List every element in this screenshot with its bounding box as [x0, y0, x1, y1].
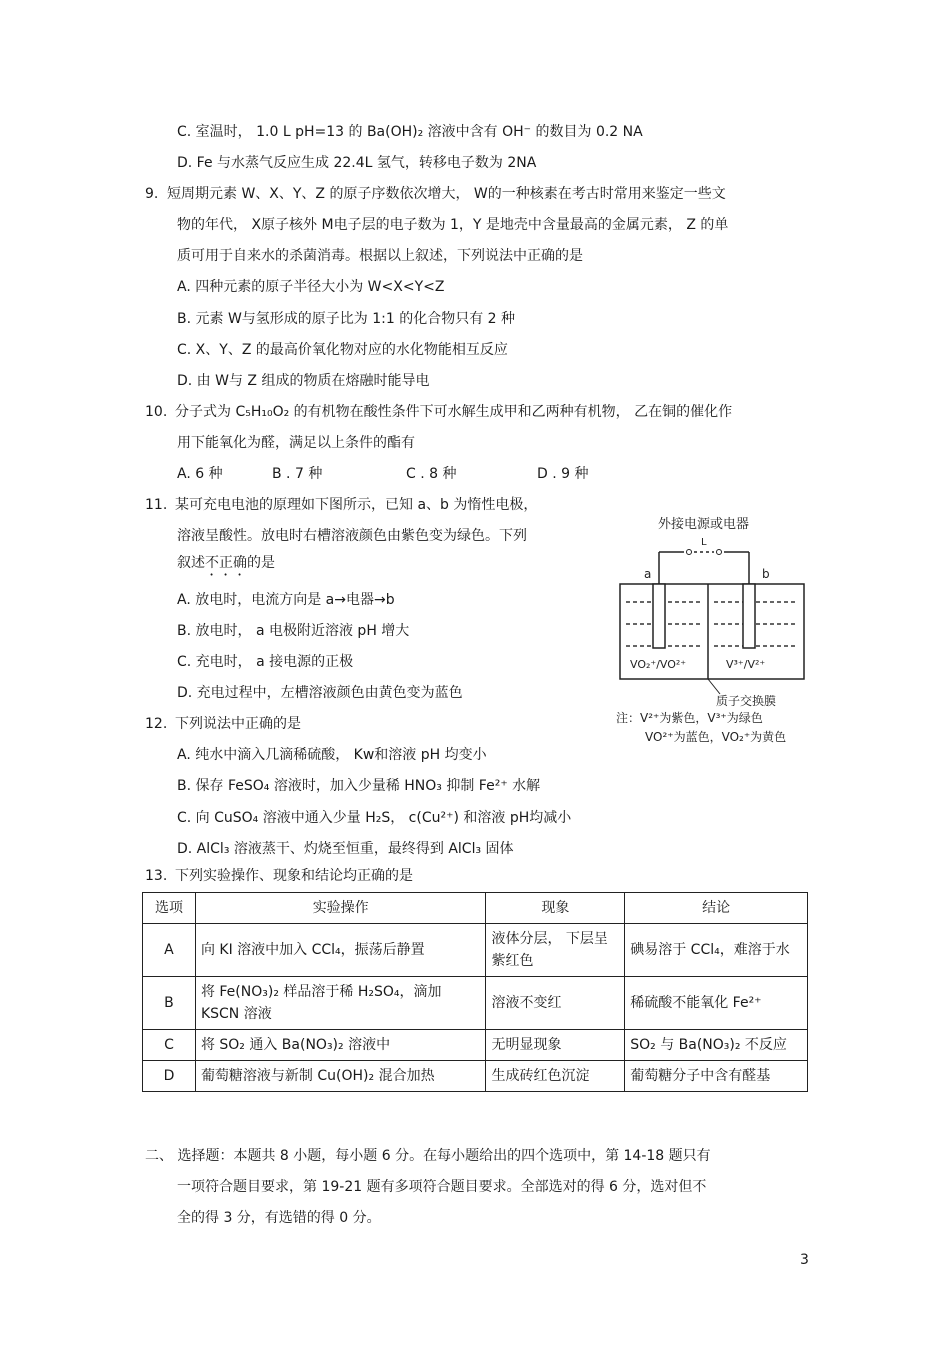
q10-number: 10. — [145, 404, 168, 420]
battery-diagram — [612, 512, 812, 747]
electrode-b-label: b — [762, 567, 770, 581]
table-row — [143, 977, 808, 1030]
q10-option-d: D . 9 种 — [537, 466, 589, 482]
table-row — [143, 1061, 808, 1092]
table-cell: B — [143, 977, 196, 1030]
table-cell: 葡萄糖分子中含有醛基 — [625, 1061, 808, 1092]
q12-option-a: A. 纯水中滴入几滴稀硫酸， Kw和溶液 pH 均变小 — [177, 747, 487, 763]
electrode-a-label: a — [644, 567, 652, 581]
electrode-a — [653, 584, 665, 648]
table-cell: 将 SO₂ 通入 Ba(NO₃)₂ 溶液中 — [195, 1030, 486, 1061]
q11-option-a: A. 放电时，电流方向是 a→电器→b — [177, 592, 395, 608]
q9-option-a: A. 四种元素的原子半径大小为 W<X<Y<Z — [177, 279, 445, 295]
q9-number: 9. — [145, 186, 159, 202]
q10-option-a: A. 6 种 — [177, 466, 223, 482]
q12-stem: 下列说法中正确的是 — [175, 716, 301, 732]
left-ion-label: VO₂⁺/VO²⁺ — [630, 658, 687, 671]
q11-emphasis-not-correct: 不正确 — [205, 555, 247, 571]
q8-option-d: D. Fe 与水蒸气反应生成 22.4L 氢气，转移电子数为 2NA — [177, 155, 537, 171]
figure-note-line-1: 注：V²⁺为紫色，V³⁺为绿色 — [616, 711, 763, 725]
experiment-table — [142, 892, 808, 1092]
table-header-phenomenon: 现象 — [486, 893, 625, 924]
table-cell: 碘易溶于 CCl₄，难溶于水 — [625, 924, 808, 977]
q13-number: 13. — [145, 868, 168, 884]
q9-option-c: C. X、Y、Z 的最高价氧化物对应的水化物能相互反应 — [177, 342, 508, 358]
table-header-conclusion: 结论 — [625, 893, 808, 924]
q9-option-d: D. 由 W与 Z 组成的物质在熔融时能导电 — [177, 373, 430, 389]
q9-option-b: B. 元素 W与氢形成的原子比为 1:1 的化合物只有 2 种 — [177, 311, 516, 327]
table-cell: 稀硫酸不能氧化 Fe²⁺ — [625, 977, 808, 1030]
table-cell: 生成砖红色沉淀 — [486, 1061, 625, 1092]
q11-option-b: B. 放电时， a 电极附近溶液 pH 增大 — [177, 623, 410, 639]
section2-line-2: 一项符合题目要求，第 19-21 题有多项符合题目要求。全部选对的得 6 分，选对但不 — [177, 1179, 707, 1195]
q13-stem: 下列实验操作、现象和结论均正确的是 — [175, 868, 413, 884]
q11-stem-part-3: 的是 — [247, 555, 275, 571]
table-cell: A — [143, 924, 196, 977]
q12-option-c: C. 向 CuSO₄ 溶液中通入少量 H₂S， c(Cu²⁺) 和溶液 pH均减小 — [177, 810, 572, 826]
table-cell: 将 Fe(NO₃)₂ 样品溶于稀 H₂SO₄，滴加 KSCN 溶液 — [195, 977, 486, 1030]
q9-stem-line-3: 质可用于自来水的杀菌消毒。根据以上叙述，下列说法中正确的是 — [177, 248, 583, 264]
table-cell: 液体分层， 下层呈紫红色 — [486, 924, 625, 977]
section2-line-3: 全的得 3 分，有选错的得 0 分。 — [177, 1210, 381, 1226]
page-number: 3 — [800, 1252, 809, 1268]
q10-stem-line-2: 用下能氧化为醛，满足以上条件的酯有 — [177, 435, 415, 451]
q12-option-d: D. AlCl₃ 溶液蒸干、灼烧至恒重，最终得到 AlCl₃ 固体 — [177, 841, 514, 857]
q11-option-c: C. 充电时， a 接电源的正极 — [177, 654, 354, 670]
svg-text:L: L — [701, 537, 707, 548]
table-cell: SO₂ 与 Ba(NO₃)₂ 不反应 — [625, 1030, 808, 1061]
membrane-label: 质子交换膜 — [716, 694, 777, 708]
q8-option-c: C. 室温时， 1.0 L pH=13 的 Ba(OH)₂ 溶液中含有 OH⁻ 的数目为 0.2 NA — [177, 124, 643, 140]
q11-stem-line-3 — [177, 553, 275, 579]
q12-number: 12. — [145, 716, 168, 732]
table-cell: 溶液不变红 — [486, 977, 625, 1030]
table-header-row — [143, 893, 808, 924]
electrode-b — [743, 584, 755, 648]
q12-option-b: B. 保存 FeSO₄ 溶液时，加入少量稀 HNO₃ 抑制 Fe²⁺ 水解 — [177, 778, 541, 794]
q11-number: 11. — [145, 497, 168, 513]
table-cell: 向 KI 溶液中加入 CCl₄，振荡后静置 — [195, 924, 486, 977]
table-cell: C — [143, 1030, 196, 1061]
figure-top-label: 外接电源或电器 — [658, 517, 750, 532]
section2-line-1: 二、 选择题：本题共 8 小题，每小题 6 分。在每小题给出的四个选项中，第 14-18 题只有 — [145, 1148, 711, 1164]
q11-option-d: D. 充电过程中，左槽溶液颜色由黄色变为蓝色 — [177, 685, 463, 701]
table-header-option: 选项 — [143, 893, 196, 924]
q10-option-b: B . 7 种 — [272, 466, 323, 482]
q11-stem-line-1: 某可充电电池的原理如下图所示，已知 a、b 为惰性电极， — [175, 497, 538, 513]
q9-stem-line-2: 物的年代， X原子核外 M电子层的电子数为 1，Y 是地壳中含量最高的金属元素， Z 的单 — [177, 217, 729, 233]
figure-note-line-2: VO²⁺为蓝色，VO₂⁺为黄色 — [645, 730, 787, 744]
q10-stem-line-1: 分子式为 C₅H₁₀O₂ 的有机物在酸性条件下可水解生成甲和乙两种有机物， 乙在铜的催化作 — [175, 404, 733, 420]
q9-stem-line-1: 短周期元素 W、X、Y、Z 的原子序数依次增大， W的一种核素在考古时常用来鉴定一些文 — [167, 186, 726, 202]
table-row — [143, 1030, 808, 1061]
table-cell: 葡萄糖溶液与新制 Cu(OH)₂ 混合加热 — [195, 1061, 486, 1092]
q10-option-c: C . 8 种 — [406, 466, 457, 482]
table-cell: 无明显现象 — [486, 1030, 625, 1061]
table-header-operation: 实验操作 — [195, 893, 486, 924]
q11-stem-part-1: 叙述 — [177, 555, 205, 571]
table-row — [143, 924, 808, 977]
right-ion-label: V³⁺/V²⁺ — [726, 658, 766, 671]
q11-stem-line-2: 溶液呈酸性。放电时右槽溶液颜色由紫色变为绿色。下列 — [177, 528, 527, 544]
table-cell: D — [143, 1061, 196, 1092]
